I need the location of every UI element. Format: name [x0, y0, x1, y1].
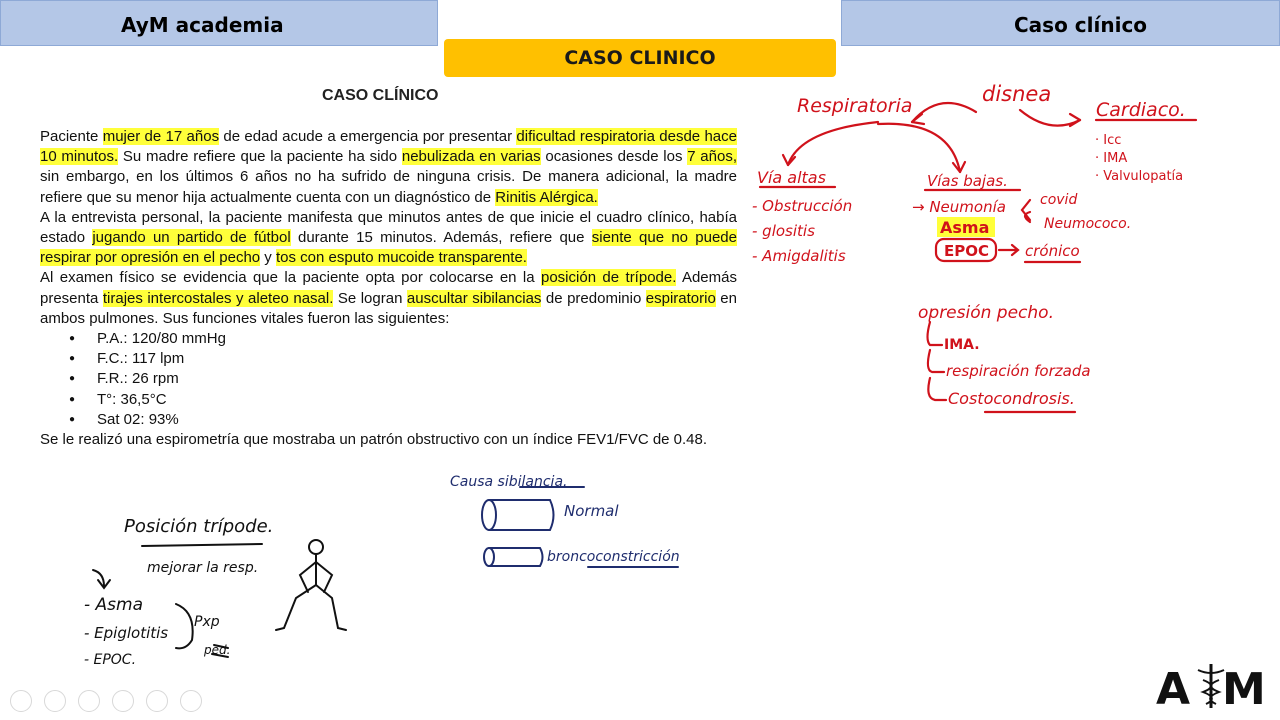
- note-cardiac-1: · Icc: [1095, 133, 1122, 148]
- note-ped: ped.: [204, 643, 231, 657]
- text-run: y: [260, 249, 276, 267]
- vital-sign-item: ● F.R.: 26 rpm: [97, 369, 737, 389]
- highlighted-text: siente que no puede respirar por opresión en el pecho: [40, 229, 737, 267]
- note-tripode-2: - Epiglotitis: [84, 624, 169, 642]
- note-tripode: Posición trípode.: [124, 516, 274, 537]
- note-altas-1: - Obstrucción: [752, 197, 853, 215]
- highlighted-text: 7 años,: [687, 148, 737, 166]
- highlighted-text: mujer de 17 años: [102, 128, 220, 145]
- highlighted-text: dificultad respiratoria desde hace 10 minutos.: [40, 128, 737, 166]
- document-title: CASO CLÍNICO: [322, 87, 439, 104]
- text-run: Se logran: [333, 289, 407, 307]
- highlighted-text: nebulizada en varias: [401, 148, 541, 166]
- text-run: A la entrevista personal, la paciente manifesta que minutos antes de que inicie el cuadro clínico, había estado: [40, 208, 737, 247]
- highlighted-text: posición de trípode.: [541, 269, 677, 287]
- highlighted-text: jugando un partido de fútbol: [92, 229, 291, 247]
- note-pxp: Pxp: [194, 614, 220, 630]
- highlighted-text: tirajes intercostales y aleteo nasal.: [102, 289, 334, 307]
- text-run: de edad acude a emergencia por presentar: [219, 128, 517, 145]
- zoom-button[interactable]: [146, 690, 168, 712]
- note-cardiac-2: · IMA: [1095, 151, 1128, 166]
- section-title: Caso clínico: [1014, 13, 1148, 37]
- note-opresion-3: Costocondrosis.: [948, 389, 1075, 408]
- vital-sign-item: ● P.A.: 120/80 mmHg: [97, 329, 737, 349]
- note-opresion-2: respiración forzada: [946, 362, 1091, 380]
- slides-grid-button[interactable]: [112, 690, 134, 712]
- note-bronco: broncoconstricción: [547, 549, 680, 565]
- logo-text-a: A: [1156, 664, 1191, 710]
- note-neumonia: → Neumonía: [912, 198, 1006, 216]
- note-cardiaco: Cardiaco.: [1096, 99, 1186, 121]
- highlighted-text: Rinitis Alérgica.: [495, 188, 598, 206]
- note-vias-bajas: Vías bajas.: [927, 172, 1008, 190]
- logo-text-m: M: [1222, 664, 1266, 710]
- note-cronico: crónico: [1025, 242, 1080, 260]
- text-run: en ambos pulmones. Sus funciones vitales fueron las siguientes:: [40, 289, 737, 327]
- note-disnea: disnea: [982, 82, 1052, 106]
- more-options-button[interactable]: [180, 690, 202, 712]
- text-run: ocasiones desde los: [540, 148, 688, 166]
- note-mejorar: mejorar la resp.: [147, 560, 259, 576]
- note-opresion-1: IMA.: [944, 337, 980, 353]
- text-run: Al examen físico se evidencia que la paciente opta por colocarse en la: [40, 269, 541, 287]
- text-run: durante 15 minutos. Además, refiere que: [290, 229, 592, 247]
- note-altas-3: - Amigdalitis: [752, 247, 846, 265]
- banner-title: CASO CLINICO: [564, 47, 716, 69]
- text-run: Su madre refiere que la paciente ha sido: [118, 148, 402, 166]
- text-run: sin embargo, en los últimos 6 años no ha sufrido de ninguna crisis. De manera adicional, la madre refiere que su menor hija actualmente cuenta con un diagnóstico de: [40, 168, 737, 206]
- text-run: Paciente: [40, 128, 103, 145]
- note-cardiac-3: · Valvulopatía: [1095, 169, 1184, 184]
- prev-slide-button[interactable]: [10, 690, 32, 712]
- note-epoc: EPOC: [944, 242, 989, 260]
- caduceus-icon: [1198, 664, 1224, 708]
- text-run: Además presenta: [40, 269, 737, 307]
- vital-sign-item: ● F.C.: 117 lpm: [97, 349, 737, 369]
- note-normal: Normal: [564, 502, 619, 520]
- note-asma: Asma: [940, 218, 990, 237]
- pen-tool-button[interactable]: [78, 690, 100, 712]
- highlighted-text: auscultar sibilancias: [406, 289, 542, 307]
- note-respiratoria: Respiratoria: [797, 95, 913, 117]
- note-neumococo: Neumococo.: [1044, 216, 1132, 232]
- note-opresion: opresión pecho.: [918, 303, 1054, 323]
- note-covid: covid: [1040, 192, 1078, 208]
- text-run: de predominio: [541, 289, 646, 307]
- aym-logo: [1156, 662, 1266, 710]
- note-tripode-1: - Asma: [84, 595, 144, 615]
- note-vias-altas: Vía altas: [757, 168, 826, 187]
- highlighted-text: espiratorio: [645, 289, 716, 307]
- vital-sign-item: ● Sat 02: 93%: [97, 410, 737, 430]
- note-altas-2: - glositis: [752, 222, 815, 240]
- brand-title: AyM academia: [121, 13, 284, 37]
- note-tripode-3: - EPOC.: [84, 652, 137, 668]
- note-causa: Causa sibilancia.: [450, 474, 568, 490]
- vital-sign-item: ● T°: 36,5°C: [97, 390, 737, 410]
- next-slide-button[interactable]: [44, 690, 66, 712]
- highlighted-text: tos con esputo mucoide transparente.: [275, 249, 527, 267]
- paragraph-4: Se le realizó una espirometría que mostraba un patrón obstructivo con un índice FEV1/FVC de 0.48.: [40, 431, 708, 449]
